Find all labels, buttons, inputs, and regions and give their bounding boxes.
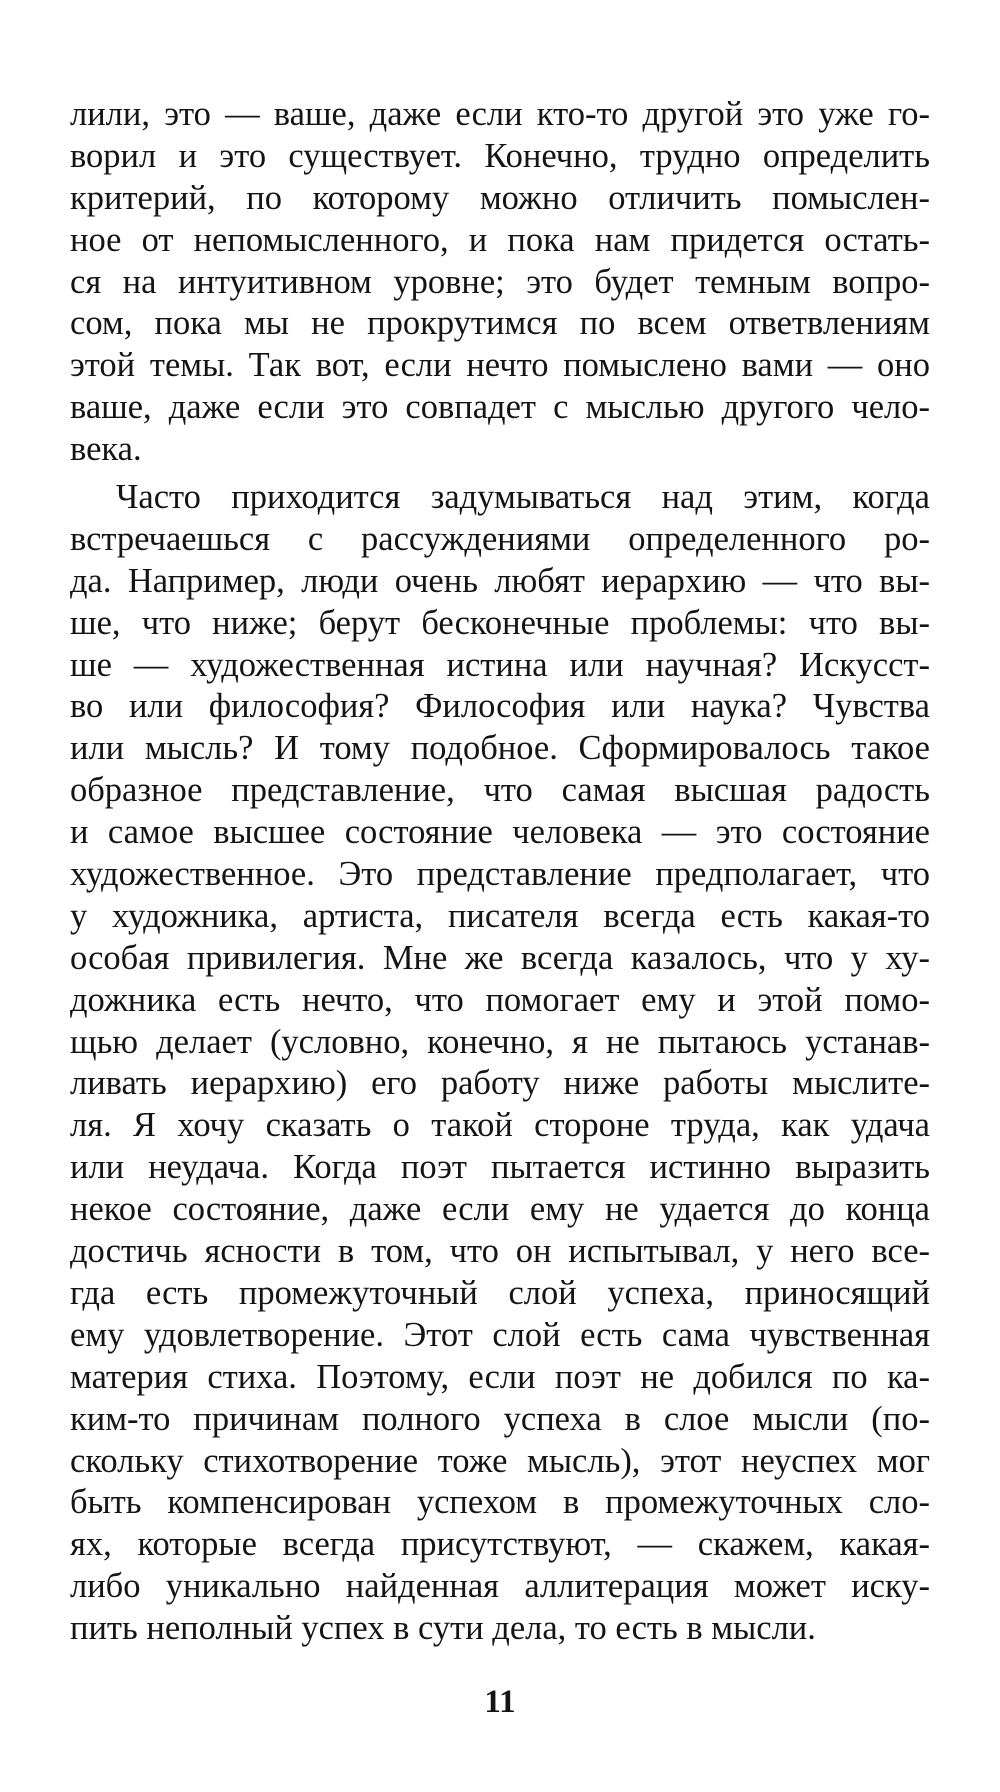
text-line: или неудача. Когда поэт пытается истинно выразить: [70, 1148, 930, 1187]
text-line: ким-то причинам полного успеха в слое мысли (по-: [70, 1399, 930, 1438]
text-line: да. Например, люди очень любят иерархию — что вы-: [70, 561, 930, 600]
text-line: ваше, даже если это совпадет с мыслью другого чело-: [70, 388, 930, 427]
text-line: ше — художественная истина или научная? Искусст-: [70, 645, 930, 684]
text-line: у художника, артиста, писателя всегда есть какая-то: [70, 896, 930, 935]
text-line: особая привилегия. Мне же всегда казалось, что у ху-: [70, 938, 930, 977]
text-line: Часто приходится задумываться над этим, когда: [116, 478, 930, 517]
paragraph-2: [70, 477, 930, 1650]
text-line: щью делает (условно, конечно, я не пытаюсь устанав-: [70, 1022, 930, 1061]
text-line: гда есть промежуточный слой успеха, приносящий: [70, 1273, 930, 1312]
page-body: [70, 94, 930, 1650]
text-line: материя стиха. Поэтому, если поэт не добился по ка-: [70, 1357, 930, 1396]
text-line: либо уникально найденная аллитерация может иску-: [70, 1567, 930, 1606]
text-line: века.: [70, 430, 142, 469]
text-line: пить неполный успех в сути дела, то есть в мысли.: [70, 1609, 816, 1648]
text-line: ворил и это существует. Конечно, трудно определить: [70, 136, 930, 175]
text-line: достичь ясности в том, что он испытывал, у него все-: [70, 1232, 930, 1271]
text-line: ливать иерархию) его работу ниже работы мыслите-: [70, 1064, 930, 1103]
text-line: образное представление, что самая высшая радость: [70, 771, 930, 810]
text-line: быть компенсирован успехом в промежуточных сло-: [70, 1483, 930, 1522]
text-line: лили, это — ваше, даже если кто-то другой это уже го-: [70, 95, 930, 133]
text-line: ему удовлетворение. Этот слой есть сама чувственная: [70, 1315, 930, 1354]
text-line: художественное. Это представление предполагает, что: [70, 855, 930, 894]
text-line: ное от непомысленного, и пока нам придется остать-: [70, 220, 930, 259]
paragraph-1: [70, 94, 930, 471]
text-line: этой темы. Так вот, если нечто помыслено вами — оно: [70, 346, 930, 385]
text-line: во или философия? Философия или наука? Чувства: [70, 687, 930, 726]
text-line: скольку стихотворение тоже мысль), этот неуспех мог: [70, 1441, 930, 1480]
text-line: ше, что ниже; берут бесконечные проблемы: что вы-: [70, 603, 930, 642]
text-line: ся на интуитивном уровне; это будет темным вопро-: [70, 262, 930, 301]
text-line: ля. Я хочу сказать о такой стороне труда, как удача: [70, 1106, 930, 1145]
text-line: дожника есть нечто, что помогает ему и этой помо-: [70, 980, 930, 1019]
text-line: и самое высшее состояние человека — это состояние: [70, 813, 930, 852]
text-line: или мысль? И тому подобное. Сформировалось такое: [70, 729, 930, 768]
text-line: сом, пока мы не прокрутимся по всем ответвлениям: [70, 304, 930, 343]
text-line: ях, которые всегда присутствуют, — скажем, какая-: [70, 1525, 930, 1564]
text-line: некое состояние, даже если ему не удается до конца: [70, 1190, 930, 1229]
page-number: 11: [484, 1684, 516, 1720]
text-line: встречаешься с рассуждениями определенного ро-: [70, 519, 930, 558]
text-line: критерий, по которому можно отличить помыслен-: [70, 178, 930, 217]
